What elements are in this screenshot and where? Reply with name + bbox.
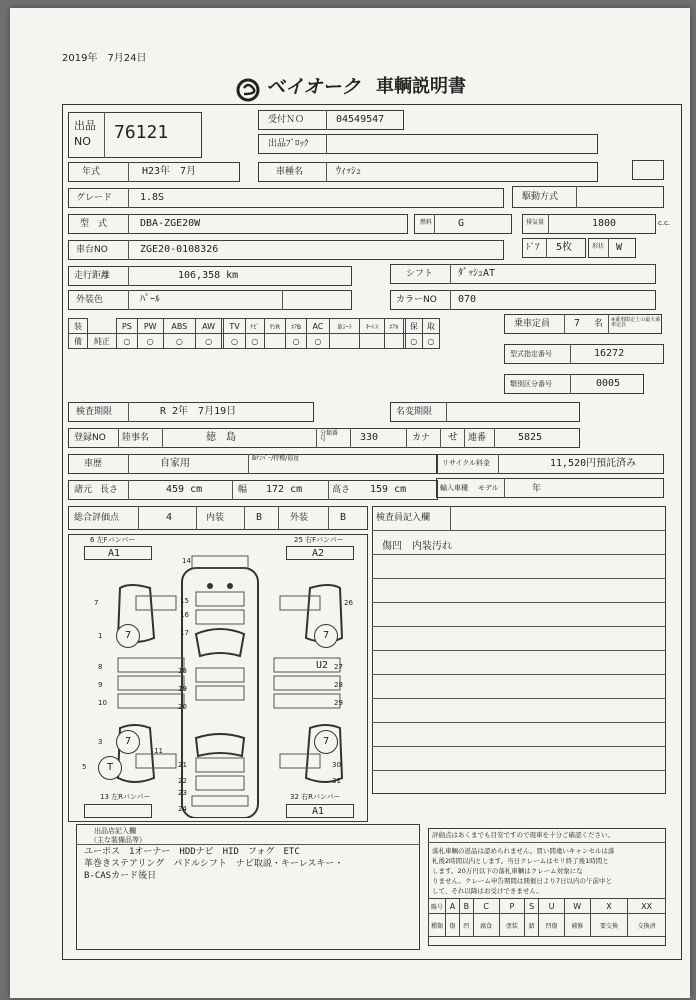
- capacity-note: ※乗車限定上の最大乗車定員: [611, 317, 661, 328]
- model-name-value: ｳｨｯｼｭ: [336, 166, 361, 177]
- legend-code-8: XX: [628, 899, 666, 914]
- equip-col-7: ｻﾝR: [264, 319, 285, 334]
- grade-box: [68, 188, 504, 208]
- part-number-16: 16: [180, 611, 189, 619]
- interior-label: 内装: [206, 513, 225, 523]
- mileage-label: 走行距離: [74, 271, 111, 281]
- part-number-1: 1: [98, 632, 103, 640]
- legend-meaning-3: 塗装: [499, 914, 525, 937]
- notice-line-3: 札後2時間以内とします。当日クレームはセリ終了後1時間と: [432, 857, 609, 865]
- front-right-bumper-label: 25 右Fバンパー: [294, 536, 344, 544]
- chassis-value: ZGE20-0108326: [140, 244, 219, 255]
- shift-label: シフト: [406, 269, 434, 279]
- import-model-label: モデル: [478, 484, 499, 492]
- fuel-label: 燃料: [420, 219, 433, 226]
- block-label: 出品ﾌﾞﾛｯｸ: [268, 139, 309, 149]
- inspection-value: R 2年 7月19日: [160, 406, 237, 417]
- part-number-28: 28: [334, 681, 343, 689]
- equip-mark-3: ○: [195, 334, 221, 349]
- equip-mark-6: ○: [245, 334, 264, 349]
- reception-number: 04549547: [336, 114, 385, 125]
- import-label: 輸入車種: [440, 484, 468, 492]
- logo-text: ベイオーク: [266, 76, 361, 98]
- legend-row-label-code: 略号: [429, 899, 446, 914]
- capacity-label: 乗車定員: [514, 319, 551, 329]
- part-number-5: 5: [82, 763, 87, 771]
- history-label: 車歴: [84, 459, 103, 469]
- class-no-value: 0005: [596, 378, 621, 389]
- part-number-30: 30: [332, 761, 341, 769]
- type-cert-value: 16272: [594, 348, 625, 359]
- equip-col-1: PW: [137, 319, 163, 334]
- damage-mark-4: 7: [314, 730, 338, 754]
- part-number-9: 9: [98, 681, 103, 689]
- part-number-19: 19: [178, 685, 187, 693]
- remarks-label: 出品店記入欄: [94, 827, 136, 835]
- remarks-line-1: ユーポス 1オーナー HDDナビ HID フォグ ETC: [84, 847, 300, 857]
- inspection-label: 検査期限: [76, 407, 113, 417]
- legend-meaning-4: 錆: [525, 914, 539, 937]
- remarks-line-2: 革巻きステアリング パドルシフト ナビ取説・キーレスキー・: [84, 859, 344, 869]
- equip-mark-9: ○: [307, 334, 330, 349]
- year-label: 年式: [82, 167, 101, 177]
- dims-height-value: 159 cm: [370, 484, 407, 495]
- shape-value: W: [616, 242, 623, 253]
- legend-code-1: B: [459, 899, 473, 914]
- legend-table: [428, 898, 666, 937]
- equip-col-2: ABS: [163, 319, 195, 334]
- part-number-10: 10: [98, 699, 107, 707]
- exterior-value: B: [340, 512, 347, 523]
- doors-value: 5枚: [556, 242, 573, 253]
- shift-value: ﾀﾞｯｼｭAT: [458, 268, 496, 279]
- grade-value: 1.8S: [140, 192, 165, 203]
- equip-mark-5: ○: [224, 334, 246, 349]
- part-number-3: 3: [98, 738, 103, 746]
- fuel-value: G: [458, 218, 465, 229]
- legend-code-4: S: [525, 899, 539, 914]
- document-title: 車輌説明書: [376, 76, 466, 97]
- part-number-29: 29: [334, 699, 343, 707]
- score-label: 総合評価点: [74, 513, 120, 523]
- part-number-15: 15: [180, 597, 189, 605]
- model-type-value: DBA-ZGE20W: [140, 218, 201, 229]
- registration-class-label: 分類番号: [320, 430, 339, 443]
- inspector-label: 検査員記入欄: [376, 513, 431, 523]
- dims-width-value: 172 cm: [266, 484, 303, 495]
- notice-line-2: 落札車輌の返品は認められません。買い間違いキャンセルは落: [432, 847, 615, 855]
- damage-mark-3: 7: [116, 730, 140, 754]
- registration-serial-value: 5825: [518, 432, 543, 443]
- ext-color-box: [68, 290, 352, 310]
- equip-col-14: 保: [405, 319, 422, 334]
- color-no-value: 070: [458, 294, 477, 305]
- blank-box: [632, 160, 664, 180]
- rear-left-bumper-box: [84, 804, 152, 818]
- damage-mark-2: 7: [314, 624, 338, 648]
- part-number-26: 26: [344, 599, 353, 607]
- equipment-table: [68, 318, 440, 349]
- notice-line-5: りません。クレーム申告期間は開催日より7日以内の午前中と: [432, 877, 613, 885]
- score-value: 4: [166, 512, 173, 523]
- equip-mark-14: ○: [405, 334, 422, 349]
- lot-number: 76121: [114, 122, 169, 143]
- legend-code-5: U: [539, 899, 565, 914]
- equip-mark-8: ○: [286, 334, 307, 349]
- part-number-24: 24: [178, 805, 187, 813]
- type-cert-label: 型式指定番号: [510, 350, 552, 358]
- recycle-label: リサイクル料金: [442, 459, 491, 467]
- legend-code-7: X: [590, 899, 628, 914]
- ext-color-value: ﾊﾟｰﾙ: [140, 294, 160, 305]
- dims-length-label: 長さ: [100, 485, 119, 495]
- ext-color-label: 外装色: [76, 295, 104, 305]
- color-no-label: カラーNO: [396, 295, 437, 305]
- registration-class-value: 330: [360, 432, 379, 443]
- dims-label: 諸元: [74, 485, 93, 495]
- mileage-value: 106,358 km: [178, 270, 239, 281]
- exterior-label: 外装: [290, 513, 309, 523]
- registration-kana-label: カナ: [412, 433, 431, 443]
- equip-mark-10: [329, 334, 359, 349]
- part-number-14: 14: [182, 557, 191, 565]
- equip-col-10: 革ｼｰﾄ: [329, 319, 359, 334]
- part-number-23: 23: [178, 789, 187, 797]
- document-sheet: [10, 8, 690, 998]
- import-year-label: 年: [532, 484, 542, 494]
- part-number-8: 8: [98, 663, 103, 671]
- part-number-22: 22: [178, 777, 187, 785]
- damage-mark-5: T: [98, 756, 122, 780]
- capacity-value: 7: [574, 318, 581, 329]
- registration-serial-label: 連番: [468, 433, 487, 443]
- equip-col-5: TV: [224, 319, 246, 334]
- equip-mark-0: ○: [117, 334, 138, 349]
- equip-mark-1: ○: [137, 334, 163, 349]
- name-change-label: 名変期限: [396, 407, 433, 417]
- equip-row-label: 純正: [88, 334, 117, 349]
- lot-label-bottom: NO: [74, 135, 91, 148]
- equip-col-9: AC: [307, 319, 330, 334]
- displacement-value: 1800: [592, 218, 617, 229]
- damage-mark-1: 7: [116, 624, 140, 648]
- equip-mark-12: [384, 334, 403, 349]
- dims-width-label: 幅: [238, 485, 248, 495]
- part-number-7: 7: [94, 599, 99, 607]
- model-type-box: [68, 214, 408, 234]
- lot-label-top: 出品: [74, 119, 96, 132]
- legend-code-6: W: [564, 899, 590, 914]
- legend-code-2: C: [473, 899, 499, 914]
- front-left-bumper-label: 6 左Fバンパー: [90, 536, 136, 544]
- rear-right-bumper-value: A1: [312, 806, 325, 817]
- notice-line-4: します。20万円以下の落札車輌はクレーム対象にな: [432, 867, 583, 875]
- part-number-17: 17: [180, 629, 189, 637]
- dims-length-value: 459 cm: [166, 484, 203, 495]
- registration-label: 登録NO: [74, 433, 106, 443]
- displacement-label: 排気量: [526, 219, 545, 226]
- model-type-label: 型 式: [80, 219, 108, 229]
- notice-line-1: 評価点はあくまでも目安ですので現車を十分ご確認ください。: [432, 831, 614, 839]
- equip-head-top: 装: [69, 319, 88, 334]
- legend-meaning-8: 交換済: [628, 914, 666, 937]
- doors-label: ﾄﾞｱ: [526, 243, 540, 253]
- part-number-21: 21: [178, 761, 187, 769]
- year-value: H23年 7月: [142, 166, 197, 177]
- remarks-line-3: B-CASカード後日: [84, 871, 157, 881]
- remarks-sublabel: （主な装備品等）: [90, 836, 146, 844]
- chassis-label: 車台NO: [76, 245, 108, 255]
- car-outline-icon: [100, 548, 360, 818]
- class-no-label: 類別区分番号: [510, 380, 552, 388]
- equip-col-6: ﾅﾋﾞ: [245, 319, 264, 334]
- displacement-unit: c.c.: [658, 219, 671, 227]
- front-left-bumper-value: A1: [108, 548, 121, 559]
- drive-label: 駆動方式: [522, 192, 559, 202]
- legend-meaning-5: 凹傷: [539, 914, 565, 937]
- block-box: [258, 134, 598, 154]
- history-bumper-label: Bﾅﾝﾊﾞｰ/特種/福祉: [252, 455, 300, 462]
- legend-meaning-0: 傷: [446, 914, 460, 937]
- logo-mark-icon: [236, 78, 270, 102]
- legend-meaning-7: 要交換: [590, 914, 628, 937]
- part-number-31: 31: [332, 777, 341, 785]
- equip-col-0: PS: [117, 319, 138, 334]
- part-number-11: 11: [154, 747, 163, 755]
- registration-office-label: 陸事名: [122, 433, 150, 443]
- part-number-18: 18: [178, 667, 187, 675]
- legend-row-label-type: 種類: [429, 914, 446, 937]
- capacity-unit: 名: [594, 319, 604, 329]
- front-right-bumper-value: A2: [312, 548, 325, 559]
- equip-col-11: ｷｰﾚｽ: [360, 319, 385, 334]
- document-date: 2019年 7月24日: [62, 53, 147, 64]
- equip-col-12: ｴｱﾛ: [384, 319, 403, 334]
- equip-mark-15: ○: [422, 334, 439, 349]
- interior-value: B: [256, 512, 263, 523]
- company-logo: [236, 78, 270, 106]
- reception-label: 受付ＮＯ: [268, 115, 305, 125]
- dims-height-label: 高さ: [332, 485, 351, 495]
- history-value: 自家用: [160, 458, 190, 469]
- part-number-20: 20: [178, 703, 187, 711]
- equip-col-3: AW: [195, 319, 221, 334]
- import-box: [436, 478, 664, 498]
- registration-area: 徳 島: [206, 432, 236, 443]
- equip-mark-11: [360, 334, 385, 349]
- legend-meaning-1: 凹: [459, 914, 473, 937]
- grade-label: グレード: [76, 193, 113, 203]
- model-name-label: 車種名: [276, 167, 304, 177]
- recycle-value: 11,520円預託済み: [550, 458, 637, 469]
- legend-meaning-6: 補修: [564, 914, 590, 937]
- notice-line-6: して、それ以降はお受けできません。: [432, 887, 543, 895]
- chassis-box: [68, 240, 504, 260]
- inspector-note: 傷凹 内装汚れ: [382, 541, 452, 552]
- equip-head-bottom: 備: [69, 334, 88, 349]
- part-number-27: 27: [334, 663, 343, 671]
- legend-meaning-2: 腐食: [473, 914, 499, 937]
- legend-code-3: P: [499, 899, 525, 914]
- equip-col-8: ｴｱB: [286, 319, 307, 334]
- model-name-box: [258, 162, 598, 182]
- legend-code-0: A: [446, 899, 460, 914]
- equip-mark-7: [264, 334, 285, 349]
- equip-mark-2: ○: [163, 334, 195, 349]
- shape-label: 形状: [592, 243, 605, 250]
- equip-col-15: 取: [422, 319, 439, 334]
- damage-mark-u2: U2: [316, 660, 329, 671]
- rear-left-bumper-label: 13 左Rバンパー: [100, 793, 151, 801]
- rear-right-bumper-label: 32 右Rバンパー: [290, 793, 341, 801]
- registration-kana-value: せ: [448, 432, 458, 443]
